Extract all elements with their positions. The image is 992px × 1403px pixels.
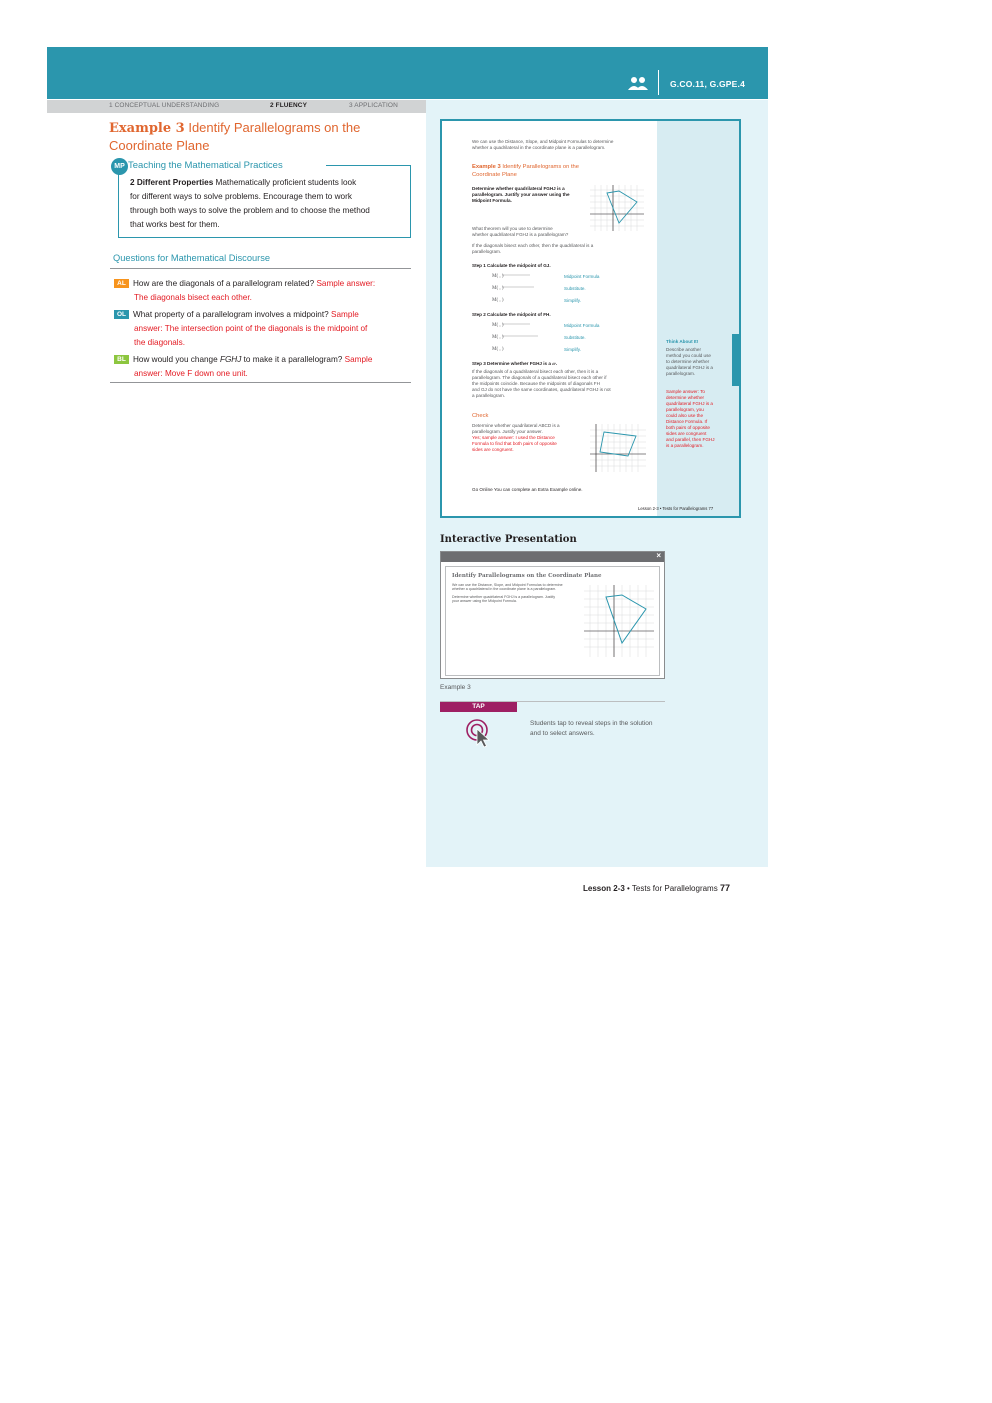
question-ol-answer: Sample (330, 310, 359, 319)
thumb-intro-1: We can use the Distance, Slope, and Midpoint Formulas to determine (472, 139, 614, 144)
thumb-sample-3: quadrilateral FGHJ is a (666, 401, 713, 406)
thumb-s3-d: and GJ do not have the same coordinates, quadrilateral FGHJ is not (472, 387, 611, 392)
tab-application: 3 APPLICATION (349, 102, 398, 109)
thumb-q-2: whether quadrilateral FGHJ is a parallelogram? (472, 232, 569, 237)
question-bl-text-c: to make it a parallelogram? (241, 355, 343, 364)
lesson-phase-bar (47, 100, 426, 113)
thumb-check-3: Yes; sample answer: I used the Distance (472, 435, 555, 440)
example-title (109, 119, 409, 154)
people-icon (628, 75, 648, 91)
thumb-substitute-2: Substitute. (564, 335, 586, 340)
thumb-step-2: Step 2 Calculate the midpoint of FH. (472, 312, 551, 317)
example-heading: Identify Parallelograms on the Coordinate Plane (109, 120, 361, 153)
thumb-think-3: to determine whether (666, 359, 710, 364)
thumb-example-title (472, 164, 579, 171)
svg-text:M( , ): M( , ) (492, 323, 504, 328)
svg-text:M( , ): M( , ) (492, 286, 504, 291)
header-separator (658, 70, 659, 95)
slide-graph (584, 585, 654, 657)
thumb-simplify: Simplify. (564, 298, 582, 303)
mp-line-3: through both ways to solve the problem and to choose the method (130, 206, 370, 215)
thumbnail-sidebar (657, 121, 741, 516)
thumb-q-1: What theorem will you use to determine (472, 226, 553, 231)
thumb-sample-7: both pairs of opposite (666, 425, 710, 430)
mp-line-4: that works best for them. (130, 220, 220, 229)
thumb-intro-2: whether a quadrilateral in the coordinate plane is a parallelogram. (472, 145, 606, 150)
ol-badge: OL (114, 310, 129, 319)
thumb-example-label: Example 3 (472, 164, 501, 170)
discourse-bottom-rule (110, 382, 411, 383)
header-banner (47, 47, 768, 99)
thumb-sample-4: parallelogram, you (666, 407, 704, 412)
page-number: 77 (719, 883, 730, 893)
question-bl-var: FGHJ (219, 355, 242, 364)
student-page-thumbnail (440, 119, 741, 518)
footer-lesson: Lesson 2-3 (583, 884, 625, 893)
thumb-step2-equations (492, 320, 552, 354)
svg-text:M( , ): M( , ) (492, 347, 504, 352)
thumb-graph-abcd (590, 424, 646, 472)
thumb-prompt-3: Midpoint Formula. (472, 198, 512, 203)
al-badge: AL (114, 279, 129, 288)
thumb-midpoint-formula: Midpoint Formula (564, 274, 600, 279)
thumb-go-online: Go Online You can complete an Extra Example online. (472, 487, 583, 492)
thumb-s3-b: parallelogram. The diagonals of a quadrilateral bisect each other if (472, 375, 607, 380)
thumb-example-title-2: Coordinate Plane (472, 172, 517, 178)
thumb-check-1: Determine whether quadrilateral ABCD is a (472, 423, 560, 428)
thumb-think-2: method you could use (666, 353, 711, 358)
svg-text:M( , ): M( , ) (492, 335, 504, 340)
tap-text-2: and to select answers. (530, 730, 595, 737)
thumb-step-3: Step 3 Determine whether FGHJ is a ▱. (472, 361, 557, 366)
thumb-think-1: Describe another (666, 347, 701, 352)
mp-line-2: for different ways to solve problems. Encourage them to work (130, 192, 352, 201)
question-al-answer: Sample answer: (316, 279, 376, 288)
thumb-check-5: sides are congruent. (472, 447, 514, 452)
interactive-screen (440, 551, 665, 679)
thumb-check-2: parallelogram. Justify your answer. (472, 429, 543, 434)
footer-title: Tests for Parallelograms (631, 884, 720, 893)
thumb-sidebar-tab (732, 334, 740, 386)
thumb-step1-math (492, 271, 562, 303)
svg-text:M( , ): M( , ) (492, 274, 504, 279)
thumb-check: Check (472, 413, 489, 419)
question-bl (114, 353, 409, 381)
thumb-q-3: If the diagonals bisect each other, then the quadrilateral is a (472, 243, 594, 248)
close-icon[interactable]: × (656, 551, 661, 560)
thumb-step1-equations (492, 271, 552, 305)
question-al-answer-cont: The diagonals bisect each other. (134, 293, 252, 302)
mp-bold: 2 Different Properties (130, 178, 214, 187)
slide-line-4: your answer using the Midpoint Formula. (452, 599, 517, 603)
thumb-step-1: Step 1 Calculate the midpoint of GJ. (472, 263, 551, 268)
slide-line-3: Determine whether quadrilateral FGHJ is a parallelogram. Justify (452, 595, 556, 599)
tap-description (530, 719, 670, 739)
mp-text (130, 176, 406, 232)
question-ol-text: What property of a parallelogram involves a midpoint? (133, 310, 329, 319)
question-bl-text-a: How would you change (133, 355, 220, 364)
thumb-prompt-2: parallelogram. Justify your answer using the (472, 192, 570, 197)
thumb-sample-10: is a parallelogram. (666, 443, 704, 448)
thumb-think-heading: Think About It! (666, 339, 699, 344)
tap-pointer-icon (465, 718, 493, 748)
interactive-caption: Example 3 (440, 684, 471, 691)
example-number: Example 3 (109, 121, 185, 136)
interactive-heading: Interactive Presentation (440, 534, 577, 545)
thumb-sample-9: and parallel, then FGHJ (666, 437, 715, 442)
mp-heading: Teaching the Mathematical Practices (128, 160, 287, 171)
thumb-substitute: Substitute. (564, 286, 586, 291)
question-bl-answer: Sample (344, 355, 373, 364)
slide-line-1: We can use the Distance, Slope, and Midpoint Formulas to determine (452, 583, 563, 587)
svg-text:M( , ): M( , ) (492, 298, 504, 303)
thumb-s3-a: If the diagonals of a quadrilateral bisect each other, then it is a (472, 369, 599, 374)
slide-line-2: whether a quadrilateral in the coordinate plane is a parallelogram. (452, 587, 557, 591)
interactive-title-bar (441, 552, 664, 562)
tab-conceptual-understanding: 1 CONCEPTUAL UNDERSTANDING (109, 102, 220, 109)
thumb-prompt-1: Determine whether quadrilateral FGHJ is a (472, 186, 565, 191)
tap-text-1: Students tap to reveal steps in the solution (530, 720, 653, 727)
question-ol (114, 308, 409, 350)
slide-title: Identify Parallelograms on the Coordinate Plane (452, 573, 602, 579)
thumb-check-4: Formula to find that both pairs of opposite (472, 441, 557, 446)
thumb-sample-5: could also use the (666, 413, 704, 418)
page-footer (583, 883, 730, 893)
question-al (114, 277, 409, 305)
discourse-heading: Questions for Mathematical Discourse (113, 253, 271, 263)
thumb-step2-math (492, 320, 562, 352)
thumb-graph-fghj (590, 185, 644, 231)
thumb-sample-8: sides are congruent (666, 431, 707, 436)
thumb-footer: Lesson 2-3 • Tests for Parallelograms 77 (638, 506, 714, 511)
thumb-midpoint-formula-2: Midpoint Formula (564, 323, 600, 328)
thumb-think-5: parallelogram. (666, 371, 696, 376)
mp-icon: MP (111, 158, 128, 175)
interactive-slide (445, 566, 660, 676)
question-ol-answer-cont-2: the diagonals. (134, 338, 185, 347)
tab-fluency: 2 FLUENCY (270, 102, 308, 109)
thumb-sample-6: Distance Formula. If (666, 419, 708, 424)
thumb-think-4: quadrilateral FGHJ is a (666, 365, 713, 370)
question-ol-answer-cont: answer: The intersection point of the diagonals is the midpoint of (134, 324, 368, 333)
thumb-simplify-2: Simplify. (564, 347, 582, 352)
mp-rule (326, 165, 411, 166)
standards-label: G.CO.11, G.GPE.4 (670, 79, 746, 89)
thumb-sample-2: determine whether (666, 395, 705, 400)
thumb-example-title-1: Identify Parallelograms on the (502, 164, 580, 170)
discourse-rule (110, 268, 411, 269)
tap-badge: TAP (440, 702, 517, 712)
thumb-sample-1: Sample answer: To (666, 389, 705, 394)
thumb-s3-e: a parallelogram. (472, 393, 505, 398)
question-al-text: How are the diagonals of a parallelogram related? (133, 279, 315, 288)
thumb-q-4: parallelogram. (472, 249, 502, 254)
question-bl-answer-cont: answer: Move F down one unit. (134, 369, 248, 378)
thumb-s3-c: the midpoints coincide. Because the midpoints of diagonals FH (472, 381, 600, 386)
footer-bullet: • (624, 884, 632, 893)
bl-badge: BL (114, 355, 129, 364)
mp-line-1: Mathematically proficient students look (215, 178, 357, 187)
